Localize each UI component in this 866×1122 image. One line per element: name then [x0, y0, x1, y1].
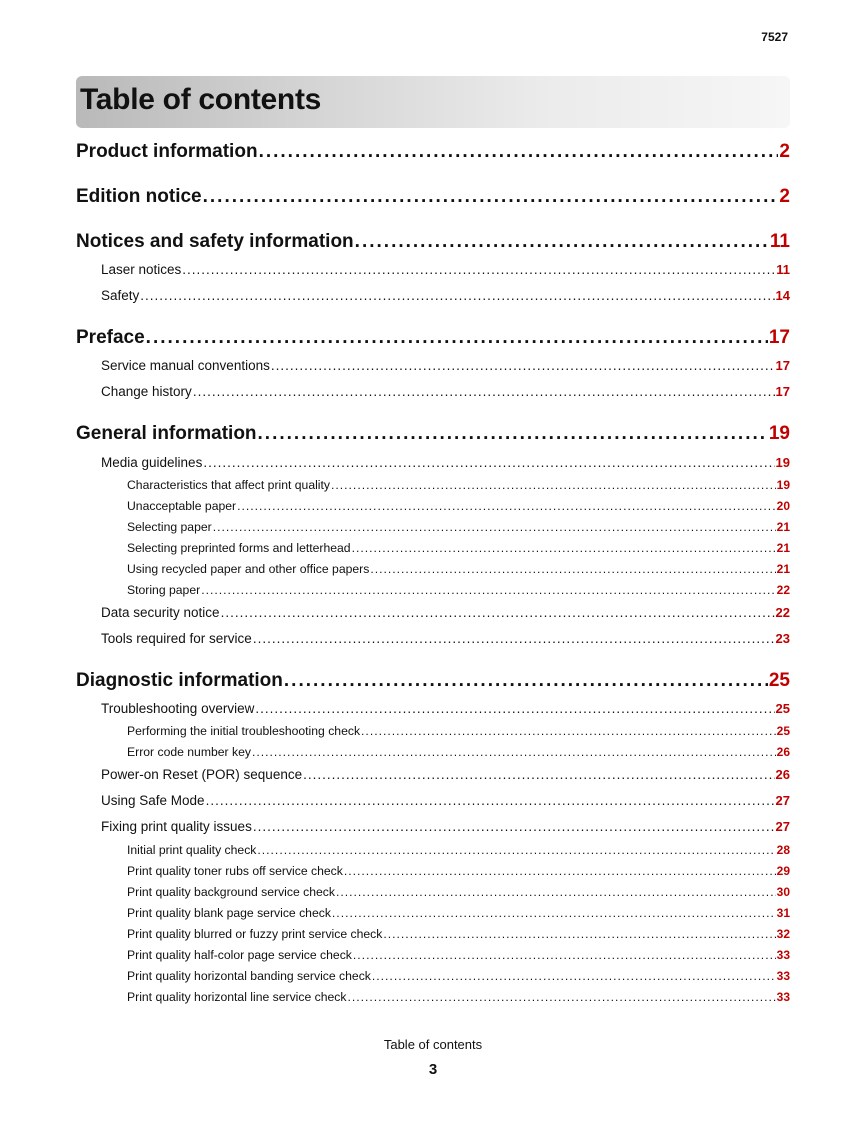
toc-entry-level-1[interactable]	[76, 423, 790, 449]
toc-entry-level-2[interactable]	[101, 384, 790, 403]
toc-entry-page-number: 17	[775, 358, 790, 373]
toc-entry-page-number: 28	[776, 843, 790, 857]
footer-page-number: 3	[428, 1061, 438, 1078]
page-title: Table of contents	[80, 83, 322, 116]
dot-leader	[206, 793, 775, 808]
dot-leader	[203, 186, 779, 208]
dot-leader	[355, 231, 769, 253]
dot-leader	[146, 327, 768, 349]
toc-entry-title: Product information	[76, 141, 258, 162]
toc-entry-page-number: 27	[775, 819, 790, 834]
toc-entry-level-2[interactable]	[101, 631, 790, 650]
toc-entry-page-number: 25	[776, 724, 790, 738]
toc-entry-level-3[interactable]	[127, 843, 790, 861]
toc-entry-title: Tools required for service	[101, 631, 252, 646]
toc-entry-level-3[interactable]	[127, 969, 790, 987]
toc-entry-page-number: 21	[776, 520, 790, 534]
toc-entry-page-number: 25	[768, 670, 790, 691]
toc-entry-level-2[interactable]	[101, 288, 790, 307]
toc-entry-page-number: 21	[776, 562, 790, 576]
toc-entry-level-2[interactable]	[101, 767, 790, 786]
dot-leader	[344, 864, 776, 878]
toc-entry-level-1[interactable]	[76, 327, 790, 353]
dot-leader	[332, 906, 776, 920]
toc-entry-title: Print quality half-color page service check	[127, 948, 352, 962]
toc-entry-page-number: 33	[776, 969, 790, 983]
dot-leader	[383, 927, 775, 941]
toc-entry-title: Initial print quality check	[127, 843, 257, 857]
toc-entry-title: Print quality horizontal banding service check	[127, 969, 371, 983]
toc-entry-level-3[interactable]	[127, 583, 790, 601]
toc-entry-title: Selecting preprinted forms and letterhead	[127, 541, 351, 555]
toc-entry-level-3[interactable]	[127, 478, 790, 496]
dot-leader	[303, 767, 774, 782]
dot-leader	[252, 745, 776, 759]
dot-leader	[237, 499, 776, 513]
toc-entry-level-3[interactable]	[127, 745, 790, 763]
toc-entry-level-2[interactable]	[101, 819, 790, 838]
toc-entry-level-2[interactable]	[101, 262, 790, 281]
toc-entry-page-number: 23	[775, 631, 790, 646]
toc-entry-title: General information	[76, 423, 257, 444]
toc-entry-page-number: 25	[775, 701, 790, 716]
dot-leader	[259, 141, 779, 163]
dot-leader	[203, 455, 774, 470]
dot-leader	[361, 724, 776, 738]
toc-entry-page-number: 11	[769, 231, 790, 252]
toc-entry-level-3[interactable]	[127, 927, 790, 945]
toc-entry-page-number: 26	[776, 745, 790, 759]
toc-entry-page-number: 21	[776, 541, 790, 555]
dot-leader	[352, 541, 776, 555]
toc-entry-page-number: 14	[775, 288, 790, 303]
toc-entry-title: Safety	[101, 288, 140, 303]
toc-entry-level-3[interactable]	[127, 885, 790, 903]
toc-entry-level-3[interactable]	[127, 520, 790, 538]
toc-entry-title: Data security notice	[101, 605, 220, 620]
toc-entry-title: Error code number key	[127, 745, 251, 759]
dot-leader	[221, 605, 775, 620]
toc-entry-level-1[interactable]	[76, 231, 790, 257]
toc-entry-level-2[interactable]	[101, 455, 790, 474]
toc-entry-title: Performing the initial troubleshooting check	[127, 724, 361, 738]
toc-entry-title: Print quality toner rubs off service check	[127, 864, 343, 878]
dot-leader	[255, 701, 774, 716]
toc-entry-page-number: 30	[776, 885, 790, 899]
toc-entry-level-1[interactable]	[76, 670, 790, 696]
toc-entry-title: Unacceptable paper	[127, 499, 237, 513]
toc-entry-title: Print quality background service check	[127, 885, 335, 899]
toc-entry-title: Using Safe Mode	[101, 793, 205, 808]
toc-entry-page-number: 33	[776, 948, 790, 962]
toc-entry-page-number: 2	[779, 186, 790, 207]
toc-entry-level-3[interactable]	[127, 724, 790, 742]
toc-entry-level-2[interactable]	[101, 358, 790, 377]
dot-leader	[331, 478, 776, 492]
toc-entry-page-number: 20	[776, 499, 790, 513]
toc-entry-title: Print quality blank page service check	[127, 906, 331, 920]
toc-entry-title: Print quality horizontal line service check	[127, 990, 347, 1004]
toc-entry-page-number: 32	[776, 927, 790, 941]
toc-entry-title: Selecting paper	[127, 520, 212, 534]
toc-entry-title: Fixing print quality issues	[101, 819, 252, 834]
dot-leader	[336, 885, 776, 899]
toc-entry-page-number: 19	[768, 423, 790, 444]
toc-entry-page-number: 19	[775, 455, 790, 470]
toc-entry-page-number: 19	[776, 478, 790, 492]
dot-leader	[213, 520, 776, 534]
toc-entry-title: Media guidelines	[101, 455, 203, 470]
toc-entry-page-number: 11	[776, 262, 790, 277]
toc-entry-level-1[interactable]	[76, 141, 790, 167]
dot-leader	[182, 262, 775, 277]
toc-entry-page-number: 17	[768, 327, 790, 348]
toc-entry-title: Diagnostic information	[76, 670, 283, 691]
dot-leader	[372, 969, 776, 983]
toc-entry-level-3[interactable]	[127, 562, 790, 580]
dot-leader	[347, 990, 775, 1004]
dot-leader	[370, 562, 775, 576]
dot-leader	[258, 423, 768, 445]
toc-entry-title: Change history	[101, 384, 192, 399]
toc-entry-title: Laser notices	[101, 262, 182, 277]
toc-entry-title: Using recycled paper and other office papers	[127, 562, 370, 576]
toc-entry-title: Edition notice	[76, 186, 202, 207]
toc-entry-page-number: 22	[775, 605, 790, 620]
toc-entry-level-2[interactable]	[101, 793, 790, 812]
dot-leader	[140, 288, 774, 303]
toc-entry-title: Troubleshooting overview	[101, 701, 255, 716]
toc-entry-level-1[interactable]	[76, 186, 790, 212]
toc-entry-level-3[interactable]	[127, 990, 790, 1008]
toc-entry-title: Characteristics that affect print quality	[127, 478, 330, 492]
dot-leader	[253, 819, 775, 834]
toc-entry-page-number: 27	[775, 793, 790, 808]
toc-entry-page-number: 2	[779, 141, 790, 162]
toc-entry-level-2[interactable]	[101, 701, 790, 720]
toc-entry-title: Notices and safety information	[76, 231, 354, 252]
toc-entry-title: Preface	[76, 327, 145, 348]
document-number: 7527	[761, 30, 788, 44]
dot-leader	[257, 843, 775, 857]
toc-entry-level-3[interactable]	[127, 499, 790, 517]
toc-entry-title: Storing paper	[127, 583, 201, 597]
dot-leader	[284, 670, 768, 692]
toc-entry-title: Service manual conventions	[101, 358, 270, 373]
footer-label: Table of contents	[383, 1037, 483, 1052]
toc-entry-page-number: 26	[775, 767, 790, 782]
toc-entry-level-3[interactable]	[127, 864, 790, 882]
toc-entry-level-3[interactable]	[127, 541, 790, 559]
dot-leader	[271, 358, 775, 373]
toc-entry-level-2[interactable]	[101, 605, 790, 624]
toc-entry-level-3[interactable]	[127, 906, 790, 924]
toc-entry-page-number: 17	[775, 384, 790, 399]
dot-leader	[353, 948, 776, 962]
toc-entry-page-number: 33	[776, 990, 790, 1004]
toc-entry-page-number: 29	[776, 864, 790, 878]
dot-leader	[201, 583, 775, 597]
toc-entry-page-number: 22	[776, 583, 790, 597]
toc-entry-title: Print quality blurred or fuzzy print service check	[127, 927, 383, 941]
toc-entry-title: Power-on Reset (POR) sequence	[101, 767, 303, 782]
dot-leader	[193, 384, 775, 399]
toc-entry-level-3[interactable]	[127, 948, 790, 966]
dot-leader	[253, 631, 775, 646]
toc-entry-page-number: 31	[776, 906, 790, 920]
